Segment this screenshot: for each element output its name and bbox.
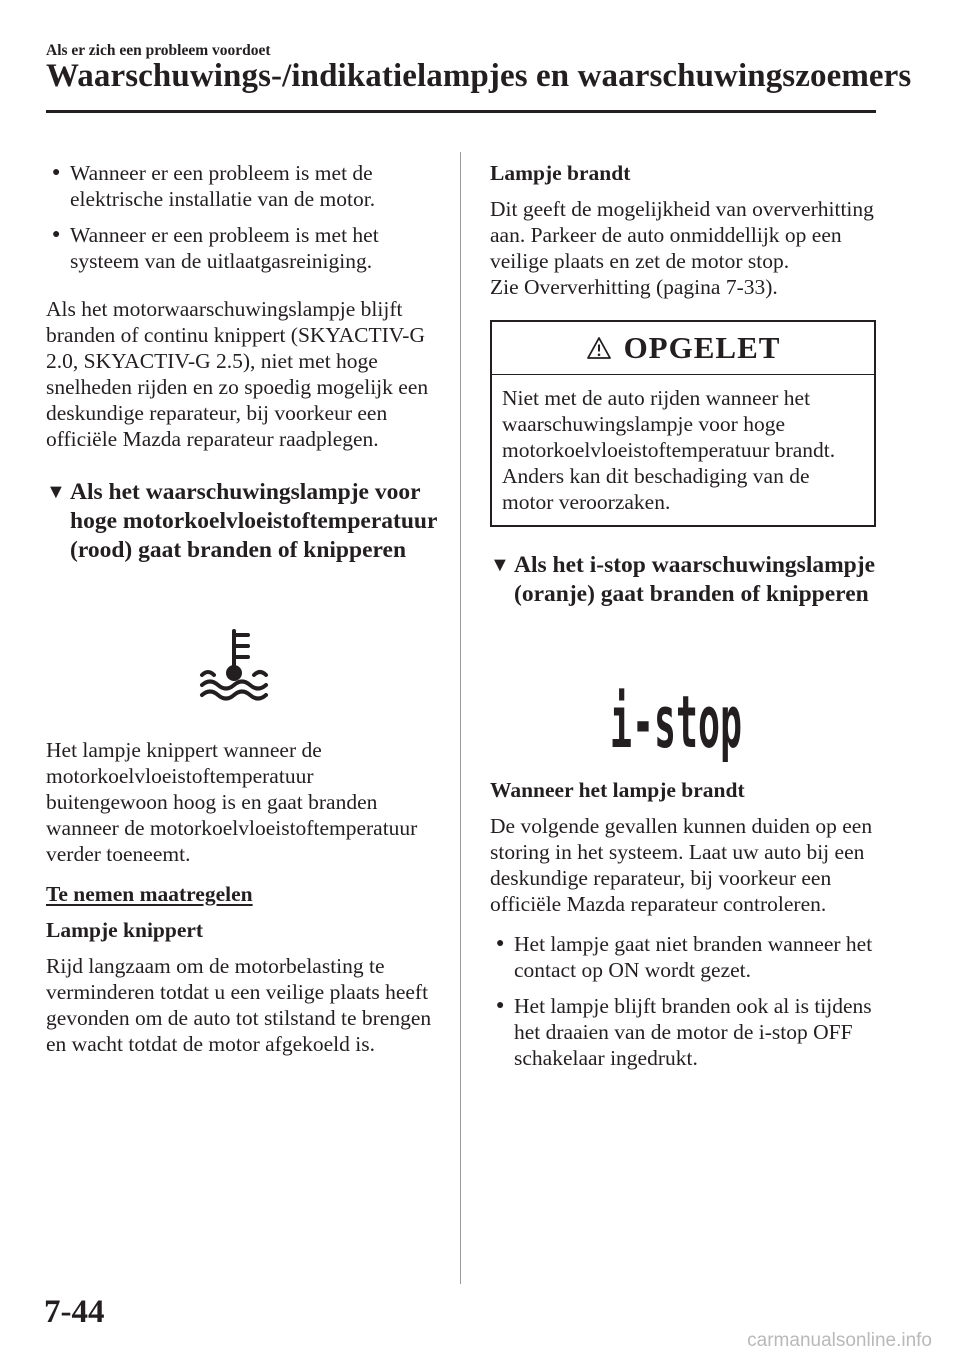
section-heading-coolant (46, 478, 438, 565)
istop-icon-label: i-stop (610, 680, 742, 764)
triangle-down-icon: ▼ (490, 554, 510, 576)
watermark-link[interactable]: carmanualsonline.info (747, 1330, 932, 1351)
list-item (490, 993, 878, 1071)
caution-title: OPGELET (623, 330, 781, 365)
blinking-text: Rijd langzaam om de motorbelasting te verminderen totdat u een veilige plaats heeft gevonden om de auto tot stilstand te brengen en wacht totdat de motor afgekoeld is. (46, 954, 432, 1056)
list-item (490, 931, 878, 983)
section-heading-text: Als het i-stop waarschuwingslampje (oranje) gaat branden of knipperen (514, 552, 876, 607)
section-heading-istop (490, 551, 878, 609)
coolant-description: Het lampje knippert wanneer de motorkoelvloeistoftemperatuur buitengewoon hoog is en gaat branden wanneer de motorkoelvloeistoftemperatuur verder toeneemt. (46, 738, 418, 866)
blinking-heading: Lampje knippert (46, 918, 204, 942)
column-divider (460, 152, 461, 1284)
bullet-text: Het lampje blijft branden ook al is tijdens het draaien van de motor de i-stop OFF schakelaar ingedrukt. (514, 994, 872, 1070)
bullet-text: Wanneer er een probleem is met de elektrische installatie van de motor. (70, 161, 376, 211)
coolant-temperature-icon (196, 627, 276, 699)
measures-heading: Te nemen maatregelen (46, 882, 253, 906)
page-title: Waarschuwings-/indikatielampjes en waarschuwingszoemers (46, 58, 912, 94)
bullet-icon: ● (52, 227, 61, 242)
intro-paragraph: Als het motorwaarschuwingslampje blijft branden of continu knippert (SKYACTIV-G 2.0, SKYACTIV-G 2.5), niet met hoge snelheden rijden en zo spoedig mogelijk een deskundige reparateur, bij voorkeur een officiële Mazda reparateur raadplegen. (46, 297, 429, 451)
caution-box (490, 320, 876, 527)
bullet-icon: ● (52, 165, 61, 180)
bullet-text: Het lampje gaat niet branden wanneer het contact op ON wordt gezet. (514, 932, 873, 982)
page-number: 7-44 (44, 1294, 105, 1330)
running-header: Als er zich een probleem voordoet (46, 42, 271, 59)
triangle-down-icon: ▼ (46, 481, 66, 503)
istop-warning-icon (610, 675, 750, 771)
lit-reference: Zie Oververhitting (pagina 7-33). (490, 275, 778, 299)
list-item (46, 160, 438, 212)
bullet-icon: ● (496, 936, 505, 951)
title-rule (46, 110, 876, 113)
left-column (46, 160, 438, 1067)
when-text: De volgende gevallen kunnen duiden op een storing in het systeem. Laat uw auto bij een deskundige reparateur, bij voorkeur een officiële Mazda reparateur controleren. (490, 814, 873, 916)
warning-triangle-icon (586, 336, 612, 360)
caution-header (492, 322, 874, 375)
istop-warning-figure (490, 609, 878, 777)
section-heading-text: Als het waarschuwingslampje voor hoge motorkoelvloeistoftemperatuur (rood) gaat branden of knipperen (70, 479, 438, 563)
right-column (490, 160, 878, 1081)
bullet-text: Wanneer er een probleem is met het systeem van de uitlaatgasreiniging. (70, 223, 379, 273)
coolant-warning-figure (46, 565, 438, 715)
lit-heading: Lampje brandt (490, 161, 631, 185)
when-heading: Wanneer het lampje brandt (490, 778, 745, 802)
bullet-icon: ● (496, 998, 505, 1013)
lit-text: Dit geeft de mogelijkheid van oververhitting aan. Parkeer de auto onmiddellijk op een veilige plaats en zet de motor stop. (490, 197, 874, 273)
list-item (46, 222, 438, 274)
caution-text: Niet met de auto rijden wanneer het waarschuwingslampje voor hoge motorkoelvloeistoftemperatuur brandt. Anders kan dit beschadiging van de motor veroorzaken. (502, 386, 836, 514)
